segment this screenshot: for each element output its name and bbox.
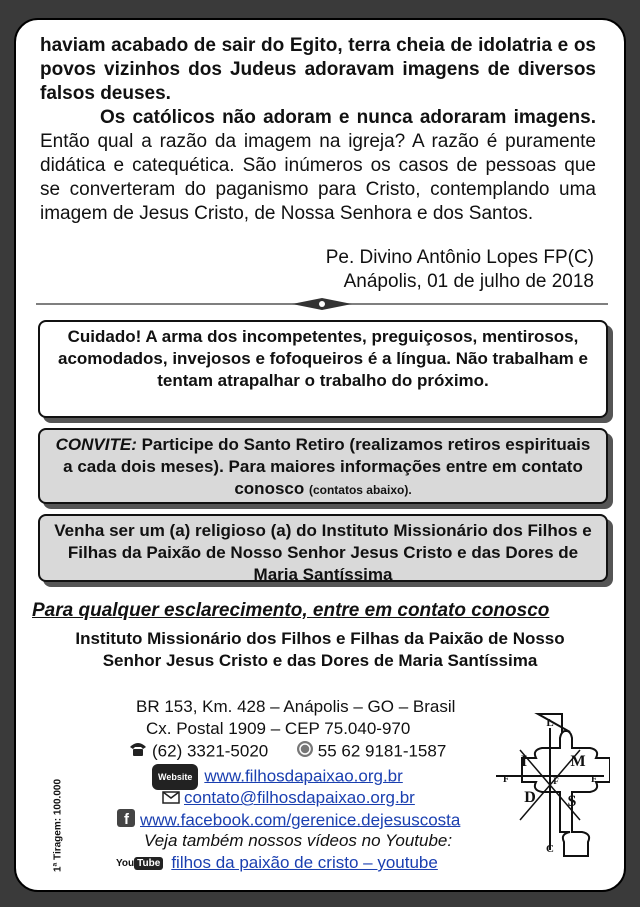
email-link[interactable]: contato@filhosdapaixao.org.br: [184, 788, 415, 807]
youtube-icon: [116, 853, 163, 875]
signature-name: Pe. Divino Antônio Lopes FP(C): [325, 247, 594, 268]
youtube-logo-you: You: [116, 857, 135, 869]
email-line: [162, 787, 415, 810]
warning-box: Cuidado! A arma dos incompetentes, preguiçosos, mentirosos, acomodados, invejosos e fofoqueiros é a língua. Não trabalham e tentam atrapalhar o trabalho do próximo.: [38, 320, 608, 418]
emblem-letter-bottom-right: S: [567, 793, 577, 810]
emblem-letter-far-left: F: [502, 774, 510, 785]
cross-emblem-icon: [490, 710, 610, 860]
emblem-letter-top: L: [546, 717, 554, 729]
facebook-icon: [116, 808, 136, 834]
emblem-letter-right: M: [570, 753, 586, 770]
invite-text: Participe do Santo Retiro (realizamos retiros espirituais a cada dois meses). Para maiores informações entre em contato conosco: [63, 435, 591, 498]
emblem-letter-far-right: F: [590, 774, 598, 785]
youtube-logo-tube: Tube: [134, 857, 163, 870]
youtube-line: [116, 852, 438, 875]
svg-text:f: f: [124, 811, 129, 828]
paragraph-2-bold: Os católicos não adoram e nunca adoraram imagens.: [100, 107, 596, 128]
email-icon: [162, 788, 180, 810]
phone-number: (62) 3321-5020: [152, 741, 269, 761]
youtube-intro: Veja também nossos vídeos no Youtube:: [144, 831, 453, 850]
phone-line: [128, 740, 446, 764]
paragraph-2: [40, 106, 596, 226]
youtube-link[interactable]: filhos da paixão de cristo – youtube: [171, 853, 438, 872]
website-link[interactable]: www.filhosdapaixao.org.br: [204, 766, 403, 786]
signature-place-date: Anápolis, 01 de julho de 2018: [343, 271, 594, 292]
facebook-link[interactable]: www.facebook.com/gerenice.dejesuscosta: [140, 810, 461, 830]
website-badge: Website: [152, 764, 198, 790]
paragraph-2-rest: Então qual a razão da imagem na igreja? A razão é puramente didática e catequética. São inúmeros os casos de pessoas que se converteram do paganismo para Cristo, contemplando uma imagem de Jesus Cristo, de Nossa Senhora e dos Santos.: [40, 131, 596, 224]
paragraph-1: haviam acabado de sair do Egito, terra cheia de idolatria e os povos vizinhos dos Judeus adoravam imagens de diversos falsos deuses.: [40, 35, 596, 104]
emblem-letter-bottom: C: [546, 843, 554, 855]
invite-small: (contatos abaixo).: [308, 483, 412, 497]
address-line-1: BR 153, Km. 428 – Anápolis – GO – Brasil: [136, 697, 456, 716]
emblem-letter-left: I: [520, 753, 528, 770]
whatsapp-number: 55 62 9181-1587: [317, 741, 447, 761]
address-line-2: Cx. Postal 1909 – CEP 75.040-970: [146, 719, 411, 738]
flyer-page: [14, 18, 626, 892]
whatsapp-icon: [296, 740, 314, 764]
emblem-letter-bottom-left: D: [524, 789, 536, 806]
print-run: 1ª Tiragem: 100.000: [52, 778, 64, 873]
invite-label: CONVITE:: [55, 435, 137, 454]
phone-icon: [128, 741, 148, 763]
vocation-box: Venha ser um (a) religioso (a) do Instituto Missionário dos Filhos e Filhas da Paixão de Nosso Senhor Jesus Cristo e das Dores de Maria Santíssima: [38, 514, 608, 582]
org-name: Instituto Missionário dos Filhos e Filhas da Paixão de Nosso Senhor Jesus Cristo e das Dores de Maria Santíssima: [75, 629, 565, 670]
invite-box: [38, 428, 608, 504]
emblem-letter-center: F: [553, 776, 559, 786]
ornament-divider: [36, 296, 608, 312]
contact-heading: Para qualquer esclarecimento, entre em contato conosco: [32, 600, 550, 621]
